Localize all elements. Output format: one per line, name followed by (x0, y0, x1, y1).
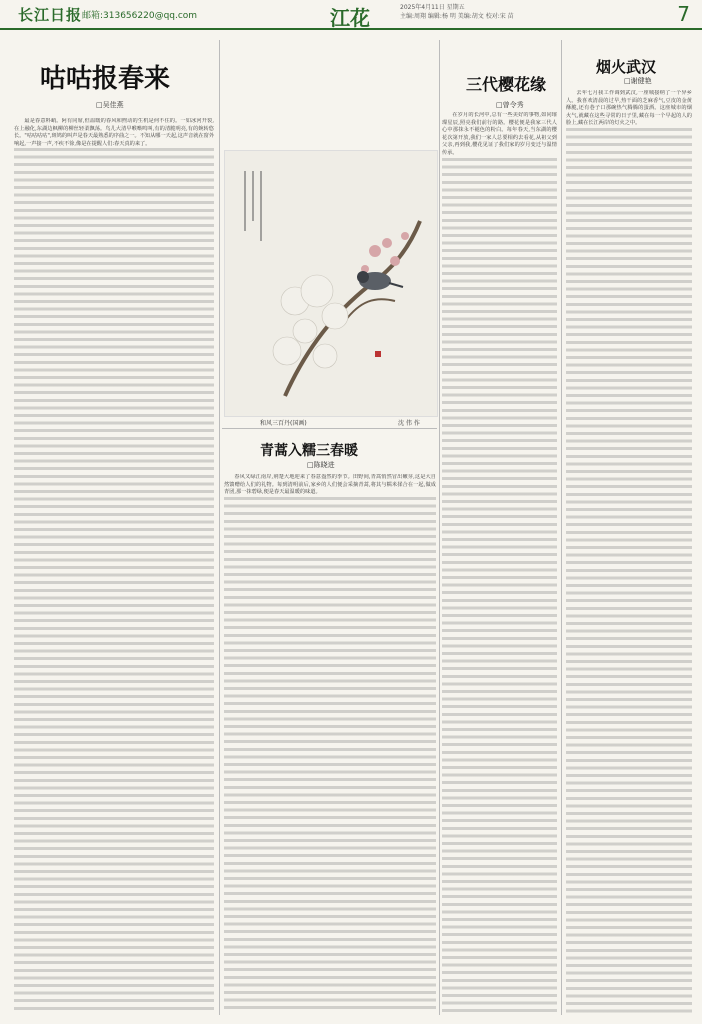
editor-credits: 主编:周翔 编辑:杨 明 美编:胡文 校对:宋 苗 (400, 13, 514, 20)
painting-image (224, 150, 438, 417)
article-text: 春风又绿江南岸,荆楚大地迎来了春意盎然的季节。田野间,青蒿悄然冒出嫩芽,这是大自然馈赠给人们的礼物。每到清明前后,家乡的人们便会采摘青蒿,将其与糯米揉合在一起,做成青团,那一抹碧绿,便是春天最温暖的味道。 (224, 474, 436, 496)
column-divider (561, 40, 562, 1015)
article-title: 三代樱花缘 (466, 75, 547, 94)
article-byline: □吴佳燕 (96, 101, 124, 109)
column-divider (219, 40, 220, 1015)
painting-artist: 沈 伟 作 (398, 420, 420, 427)
issue-meta (400, 3, 514, 21)
ink-painting-illustration (225, 151, 437, 416)
article-body (442, 112, 557, 1014)
painting-caption: 和风三百丹(国画) (260, 420, 307, 427)
newspaper-brand: 长江日报 (18, 6, 83, 24)
article-byline: □谢健艳 (624, 77, 652, 85)
text-filler (14, 148, 214, 1014)
article-title: 烟火武汉 (596, 58, 657, 76)
article-byline: □曾令秀 (496, 101, 524, 109)
text-filler (566, 128, 692, 1014)
email-address: 邮箱:313656220@qq.com (82, 11, 198, 21)
article-text: 在岁月的长河中,总有一些美好的事物,如同璀璨星辰,照亮我们前行的路。樱花便是我家三代人心中那抹永不褪色的粉白。每年春天,当东湖的樱花次第开放,我们一家人总要相约去看花,从祖父到父亲,再到我,樱花见证了我们家的岁月变迁与温情传承。 (442, 112, 557, 156)
page-number: 7 (677, 2, 690, 26)
article-body (566, 90, 692, 1014)
section-divider (222, 428, 437, 429)
issue-date: 2025年4月11日 星期五 (400, 4, 465, 11)
article-title: 青蒿入糯三春暖 (260, 443, 358, 459)
column-divider (439, 40, 440, 1015)
article-title: 咕咕报春来 (40, 64, 171, 94)
article-body (14, 118, 214, 1014)
text-filler (224, 497, 436, 1014)
article-body (224, 474, 436, 1014)
article-text: 去年七月我工作调到武汉,一座城接纳了一个异乡人。我喜欢清晨的过早,热干面的芝麻香气,豆皮的金黄酥脆,还有巷子口那碗热气腾腾的蛋酒。这座城市的烟火气,就藏在这些寻常的日子里,藏在每一个早起的人的脸上,藏在长江两岸的灯火之中。 (566, 90, 692, 127)
article-byline: □陈晓进 (307, 461, 335, 469)
text-filler (442, 158, 557, 1014)
article-text: 最是春意料峭。阿有同席,但温暖的春风和煦动的生机是何不住的。一如冰河开裂,在上融化,东湖边枫柳的柳丝轻柔飘荡。鸟儿大清早喉啭鸣叫,有的清脆明亮,有的婉转悠长。"咕咕咕咕",斑鸠的叫声是春天最熟悉的序曲之一。不知从哪一天起,这声音就在窗外响起,一声接一声,不疾不徐,像是在提醒人们:春天真的来了。 (14, 118, 214, 147)
column-name: 江花 (330, 6, 370, 30)
page-header (0, 0, 702, 30)
